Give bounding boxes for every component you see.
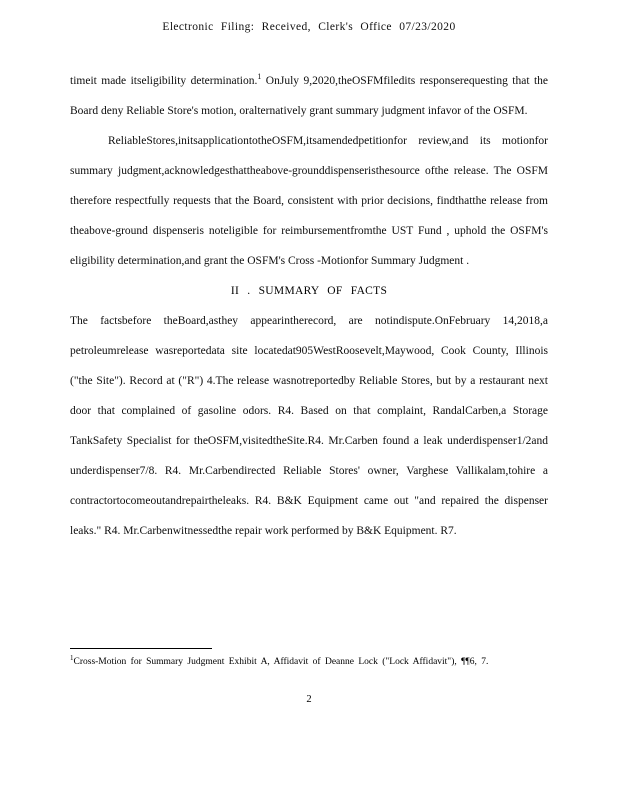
footnote-1-text: Cross-Motion for Summary Judgment Exhibit A, Affidavit of Deanne Lock ("Lock Affidavit"), ¶¶6, 7. bbox=[73, 657, 489, 667]
page-number: 2 bbox=[306, 694, 312, 705]
document-body bbox=[70, 66, 548, 546]
paragraph-facts: The factsbefore theBoard,asthey appearintherecord, are notindispute.OnFebruary 14,2018,a petroleumrelease wasreportedata site locatedat905WestRoosevelt,Maywood, Cook County, Illinois ("the Site"). Record at ("R") 4.The release wasnotreportedby Reliable Stores, but by a restaurant next door that complained of gasoline odors. R4. Based on that complaint, RandalCarben,a Storage TankSafety Specialist for theOSFM,visitedtheSite.R4. Mr.Carben found a leak underdispenser1/2and underdispenser7/8. R4. Mr.Carbendirected Reliable Stores' owner, Varghese Vallikalam,tohire a contractortocomeoutandrepairtheleaks. R4. B&K Equipment came out "and repaired the dispenser leaks." R4. Mr.Carbenwitnessedthe repair work performed by B&K Equipment. R7. bbox=[70, 315, 548, 537]
footnote-separator-rule bbox=[70, 648, 212, 649]
paragraph-2: ReliableStores,initsapplicationtotheOSFM,itsamendedpetitionfor review,and its motionfor summary judgment,acknowledgesthattheabove-grounddispenseristhesource ofthe release. The OSFM therefore respectfully requests that the Board, consistent with prior decisions, findthatthe release from theabove-ground dispenseris noteligible for reimbursementfromthe UST Fund , uphold the OSFM's eligibility determination,and grant the OSFM's Cross -Motionfor Summary Judgment . bbox=[70, 135, 548, 267]
footnote-1-marker: 1 bbox=[70, 653, 74, 662]
footnote-1 bbox=[70, 655, 548, 669]
footnote-area bbox=[70, 648, 548, 669]
footnote-reference-1: 1 bbox=[257, 72, 262, 82]
efiling-header-stamp: Electronic Filing: Received, Clerk's Office 07/23/2020 bbox=[162, 21, 456, 33]
paragraph-1-pre: timeit made itseligibility determination. bbox=[70, 75, 258, 87]
section-heading-summary-of-facts: II . SUMMARY OF FACTS bbox=[230, 285, 388, 297]
paragraph-1 bbox=[70, 66, 548, 126]
paragraph-1-post: OnJuly 9,2020,theOSFMfiledits responserequesting that the Board deny Reliable Store's motion, oralternatively grant summary judgment infavor of the OSFM. bbox=[70, 75, 548, 117]
